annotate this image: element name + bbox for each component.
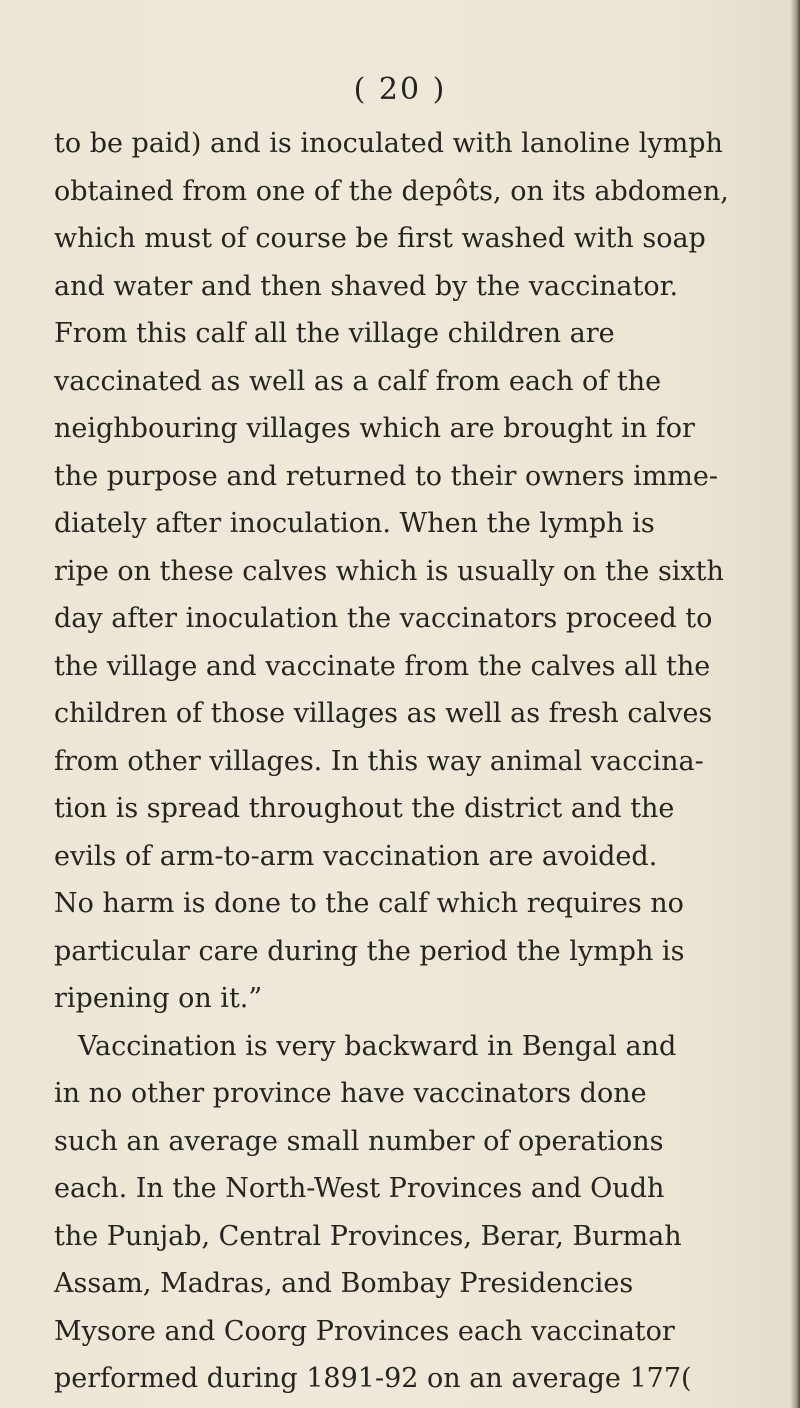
text-line: Assam, Madras, and Bombay Presidencies: [54, 1268, 634, 1299]
text-line: each. In the North-West Provinces and Oudh: [54, 1173, 665, 1204]
text-line: in no other province have vaccinators done: [54, 1078, 647, 1109]
text-line: evils of arm-to-arm vaccination are avoided.: [54, 840, 658, 872]
text-line: neighbouring villages which are brought in for: [54, 413, 695, 444]
text-line: performed during 1891-92 on an average 177(: [54, 1363, 692, 1394]
text-line: from other villages. In this way animal vaccina-: [54, 745, 704, 777]
text-line: ripe on these calves which is usually on the sixth: [54, 555, 724, 587]
paragraph-start-line: Vaccination is very backward in Bengal and: [78, 1030, 677, 1062]
text-line: the Punjab, Central Provinces, Berar, Burmah: [54, 1220, 682, 1252]
text-line: children of those villages as well as fresh calves: [54, 698, 713, 729]
body-text: [54, 120, 790, 1403]
text-line: the village and vaccinate from the calves all the: [54, 650, 711, 682]
text-line: particular care during the period the lymph is: [54, 935, 685, 967]
text-line: obtained from one of the depôts, on its abdomen,: [54, 175, 729, 207]
text-line: to be paid) and is inoculated with lanoline lymph: [54, 128, 723, 159]
text-line: tion is spread throughout the district and the: [54, 793, 675, 824]
text-line: which must of course be first washed with soap: [54, 223, 706, 254]
text-line: and water and then shaved by the vaccinator.: [54, 270, 679, 302]
text-line: vaccinated as well as a calf from each of the: [54, 365, 662, 397]
text-line: No harm is done to the calf which requires no: [54, 888, 684, 919]
text-line: day after inoculation the vaccinators proceed to: [54, 603, 713, 634]
text-line: ripening on it.”: [54, 983, 263, 1014]
text-line: such an average small number of operations: [54, 1125, 664, 1157]
text-line: From this calf all the village children are: [54, 318, 615, 349]
text-line: Mysore and Coorg Provinces each vaccinator: [54, 1315, 675, 1347]
text-line: diately after inoculation. When the lymph is: [54, 508, 655, 539]
page-edge-shadow: [790, 0, 800, 1408]
page-number: ( 20 ): [353, 72, 447, 107]
text-line: the purpose and returned to their owners imme-: [54, 460, 719, 492]
